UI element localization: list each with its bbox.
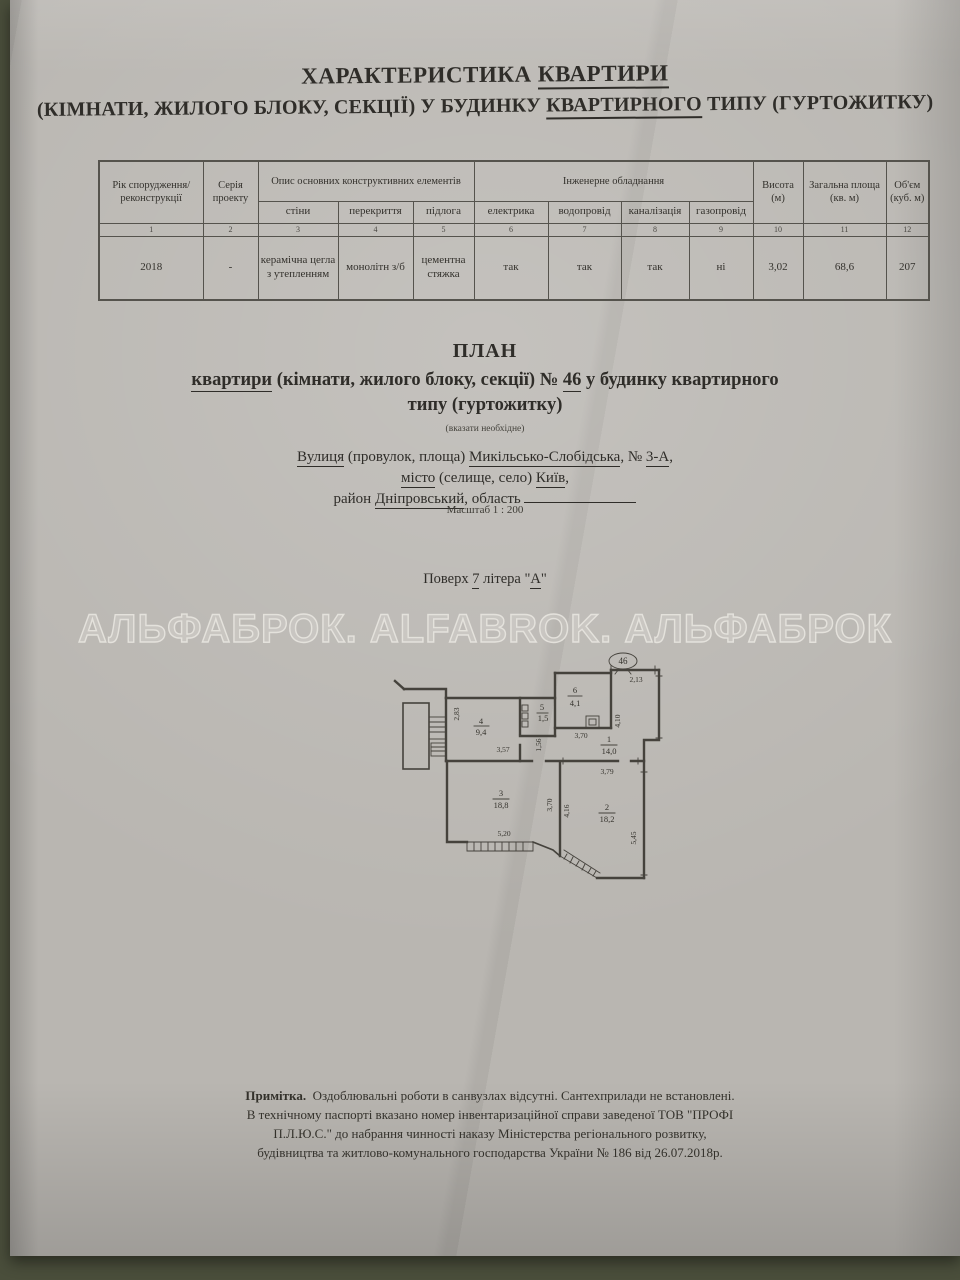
note-line-4: будівництва та житлово-комунального господарства України № 186 від 26.07.2018р. (257, 1145, 723, 1160)
th-sewer: каналізація (621, 201, 689, 223)
plan-heading: ПЛАН (452, 340, 518, 362)
document-title (10, 58, 960, 92)
cell-volume: 207 (886, 236, 929, 300)
dim-loggia-width: 2,13 (629, 675, 643, 684)
dim-room2-right: 5,45 (629, 831, 638, 845)
note-line-2: В технічному паспорті вказано номер інвентаризаційної справи заведеної ТОВ "ПРОФІ (246, 1107, 734, 1122)
th-construction-group: Опис основних конструктивних елементів (258, 161, 474, 201)
col-number: 5 (413, 223, 474, 236)
region-blank-line (524, 489, 636, 503)
dim-hall-width: 1,56 (534, 738, 543, 752)
floor-plan-windows (429, 717, 600, 878)
address-text: , (669, 449, 673, 465)
plan-subtitle-line1 (10, 370, 960, 391)
title-underlined: КВАРТИРИ (538, 60, 669, 89)
district-name-underlined: Дніпровський (374, 491, 465, 507)
address-text: район (333, 491, 375, 507)
room-4-area: 9,4 (475, 727, 487, 737)
cell-water: так (548, 236, 621, 300)
dim-room3-height: 3,70 (545, 798, 554, 812)
subtitle-text-end: ТИПУ (ГУРТОЖИТКУ) (701, 91, 934, 116)
col-number: 6 (474, 223, 548, 236)
cell-walls: керамічна цегла з утепленням (258, 236, 338, 300)
subtitle-text: (КІМНАТИ, ЖИЛОГО БЛОКУ, СЕКЦІЇ) У БУДИНКУ (36, 94, 547, 121)
room-3-number: 3 (498, 788, 504, 798)
floor-text: Поверх (423, 571, 473, 587)
address-line-2 (10, 468, 960, 489)
th-floor: підлога (413, 201, 474, 223)
plan-subtitle-underlined-1: квартири (191, 370, 273, 390)
floor-number-underlined: 7 (472, 571, 480, 587)
col-number: 7 (548, 223, 621, 236)
room-6-number: 6 (572, 685, 578, 695)
plan-hint: (вказати необхідне) (445, 424, 525, 434)
apartment-number-circle (609, 653, 637, 669)
room-4-number: 4 (478, 716, 484, 726)
note-line-1 (170, 1086, 810, 1105)
th-walls: стіни (258, 201, 338, 223)
dim-room2-top: 3,79 (600, 767, 614, 776)
col-number: 1 (99, 223, 203, 236)
room-6-area: 4,1 (569, 698, 581, 708)
document-title-block (10, 58, 960, 122)
room-5-area: 1,5 (537, 713, 549, 723)
dim-room4-length: 3,57 (496, 745, 510, 754)
th-ceiling: перекриття (338, 201, 413, 223)
floor-label (10, 571, 960, 588)
address-text: (провулок, площа) (344, 449, 470, 465)
scale-label: Масштаб 1 : 200 (446, 504, 524, 516)
characteristics-table (98, 160, 930, 301)
note-line-3: П.Л.Ю.С." до набрання чинності наказу Міністерства регіонального розвитку, (273, 1126, 707, 1141)
cell-floor: цементна стяжка (413, 236, 474, 300)
th-volume: Об'єм (куб. м) (886, 161, 929, 223)
room-5-number: 5 (539, 702, 545, 712)
room-2-area: 18,2 (599, 814, 615, 824)
th-height: Висота (м) (753, 161, 803, 223)
cell-series: - (203, 236, 258, 300)
col-number: 2 (203, 223, 258, 236)
city-word-underlined: місто (401, 470, 436, 486)
document-subtitle (10, 91, 960, 122)
cell-total-area: 68,6 (803, 236, 886, 300)
note-text: Оздоблювальні роботи в санвузлах відсутні. Сантехприлади не встановлені. (312, 1088, 735, 1103)
plan-subtitle-text-end: у будинку квартирного (581, 370, 779, 390)
th-total-area: Загальна площа (кв. м) (803, 161, 886, 223)
floor-plan-fixtures (522, 705, 599, 728)
floor-text: " (540, 571, 547, 587)
col-number: 12 (886, 223, 929, 236)
building-letter-underlined: А (530, 571, 541, 587)
title-text: ХАРАКТЕРИСТИКА (301, 61, 538, 89)
watermark: АЛЬФАБРОК. ALFABROK. АЛЬФАБРОК (78, 607, 892, 651)
plan-heading-block (10, 340, 960, 416)
col-number: 3 (258, 223, 338, 236)
room-1-area: 14,0 (601, 746, 617, 756)
dim-room6-length: 3,70 (574, 731, 588, 740)
th-gas: газопровід (689, 201, 753, 223)
col-number: 10 (753, 223, 803, 236)
col-number: 8 (621, 223, 689, 236)
cell-ceiling: монолітн з/б (338, 236, 413, 300)
cell-height: 3,02 (753, 236, 803, 300)
room-2-number: 2 (604, 802, 610, 812)
document-paper (10, 0, 960, 1256)
cell-gas: ні (689, 236, 753, 300)
building-number-underlined: 3-А (645, 449, 670, 465)
dim-room4-width: 2,83 (452, 707, 461, 721)
address-text: , № (620, 449, 646, 465)
street-name-underlined: Микільсько-Слобідська (469, 449, 621, 465)
col-number: 9 (689, 223, 753, 236)
col-number: 4 (338, 223, 413, 236)
address-text: (селище, село) (435, 470, 536, 486)
city-name-underlined: Київ (535, 470, 566, 486)
address-block (10, 447, 960, 510)
subtitle-underlined: КВАРТИРНОГО (546, 93, 702, 119)
room-1-number: 1 (606, 734, 612, 744)
floor-text: літера " (479, 571, 531, 587)
cell-year: 2018 (99, 236, 203, 300)
th-water: водопровід (548, 201, 621, 223)
plan-subtitle-text: (кімнати, жилого блоку, секції) № (272, 370, 563, 390)
dim-room3-length: 5,20 (497, 829, 511, 838)
cell-sewer: так (621, 236, 689, 300)
address-line-1 (10, 447, 960, 468)
note-block (170, 1086, 810, 1162)
plan-subtitle-line2: типу (гуртожитку) (407, 395, 563, 415)
dim-loggia-height: 4,10 (613, 714, 622, 728)
col-number: 11 (803, 223, 886, 236)
th-series: Серія проекту (203, 161, 258, 223)
dim-room2-left: 4,16 (562, 804, 571, 818)
apartment-number-underlined: 46 (562, 370, 582, 390)
th-utilities-group: Інженерне обладнання (474, 161, 753, 201)
cell-electric: так (474, 236, 548, 300)
apartment-number: 46 (618, 656, 628, 666)
floor-plan-walls (395, 670, 659, 878)
th-year: Рік спорудження/ реконструкції (99, 161, 203, 223)
floor-plan (383, 645, 703, 900)
street-word-underlined: Вулиця (297, 449, 345, 465)
note-label: Примітка. (245, 1088, 307, 1103)
address-text: , область (464, 491, 525, 507)
th-electric: електрика (474, 201, 548, 223)
room-3-area: 18,8 (493, 800, 509, 810)
address-text: , (565, 470, 569, 486)
